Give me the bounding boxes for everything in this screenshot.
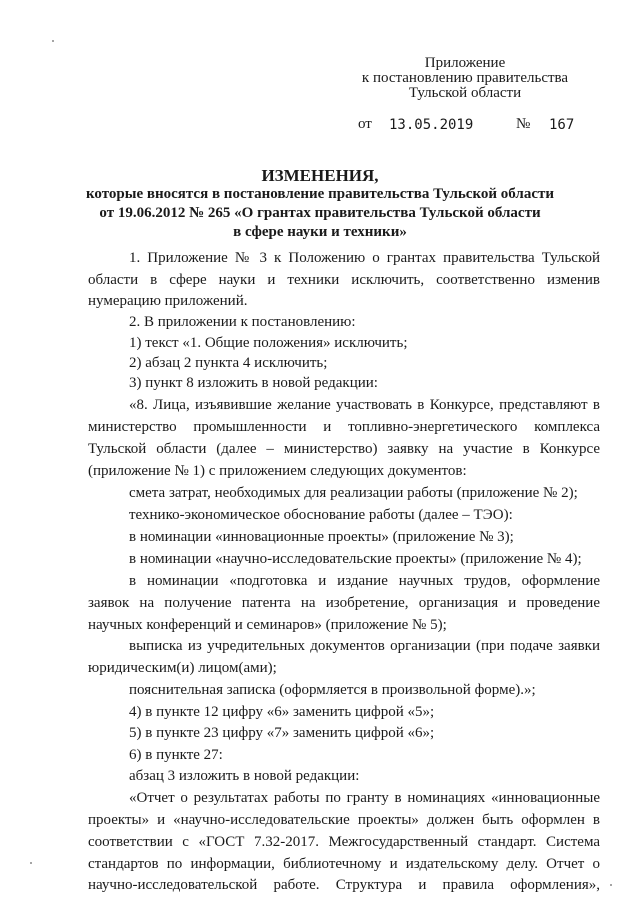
body-line: юридическим(и) лицом(ами); bbox=[88, 660, 277, 676]
body-line: министерство промышленности и топливно-энергетического комплекса bbox=[88, 419, 600, 435]
document-subtitle-line-1: которые вносятся в постановление правительства Тульской области bbox=[85, 186, 555, 202]
scan-speck bbox=[30, 862, 32, 864]
body-line: «Отчет о результатах работы по гранту в номинациях «инновационные bbox=[129, 790, 600, 806]
body-line: пояснительная записка (оформляется в произвольной форме).»; bbox=[129, 682, 536, 698]
body-line: Тульской области (далее – министерство) заявку на участие в Конкурсе bbox=[88, 441, 600, 457]
body-line: проекты» и «научно-исследовательские проекты» должен быть оформлен в bbox=[88, 812, 600, 828]
body-line: (приложение № 1) с приложением следующих документов: bbox=[88, 463, 467, 479]
body-line: 6) в пункте 27: bbox=[129, 747, 223, 763]
resolution-number: 167 bbox=[549, 117, 575, 133]
resolution-date: 13.05.2019 bbox=[389, 117, 474, 133]
document-subtitle-line-2: от 19.06.2012 № 265 «О грантах правительства Тульской области bbox=[99, 205, 541, 221]
body-line: «8. Лица, изъявившие желание участвовать в Конкурсе, представляют в bbox=[129, 397, 600, 413]
body-line: заявок на получение патента на изобретение, организация и проведение bbox=[88, 595, 600, 611]
scan-speck bbox=[52, 40, 54, 42]
body-line: 1) текст «1. Общие положения» исключить; bbox=[129, 335, 408, 351]
body-line: 5) в пункте 23 цифру «7» заменить цифрой «6»; bbox=[129, 725, 435, 741]
body-line: выписка из учредительных документов организации (при подаче заявки bbox=[129, 638, 600, 654]
body-line: научно-исследовательской работе. Структура и правила оформления», bbox=[88, 877, 600, 893]
appendix-label: Приложение bbox=[424, 55, 506, 71]
body-line: абзац 3 изложить в новой редакции: bbox=[129, 768, 360, 784]
body-line: 1. Приложение № 3 к Положению о грантах правительства Тульской bbox=[129, 250, 600, 266]
body-line: 4) в пункте 12 цифру «6» заменить цифрой «5»; bbox=[129, 704, 435, 720]
document-title: ИЗМЕНЕНИЯ, bbox=[261, 166, 379, 185]
body-line: нумерацию приложений. bbox=[88, 293, 248, 309]
body-line: соответствии с «ГОСТ 7.32-2017. Межгосударственный стандарт. Система bbox=[88, 834, 600, 850]
body-line: области в сфере науки и техники исключить, соответственно изменив bbox=[88, 272, 600, 288]
body-line: в номинации «подготовка и издание научных трудов, оформление bbox=[129, 573, 600, 589]
scan-speck bbox=[610, 884, 612, 886]
body-line: 3) пункт 8 изложить в новой редакции: bbox=[129, 375, 378, 391]
body-line: технико-экономическое обоснование работы (далее – ТЭО): bbox=[129, 507, 513, 523]
body-line: 2) абзац 2 пункта 4 исключить; bbox=[129, 355, 328, 371]
body-line: в номинации «инновационные проекты» (приложение № 3); bbox=[129, 529, 514, 545]
document-subtitle-line-3: в сфере науки и техники» bbox=[233, 224, 407, 240]
body-line: смета затрат, необходимых для реализации работы (приложение № 2); bbox=[129, 485, 578, 501]
appendix-region: Тульской области bbox=[408, 85, 522, 101]
body-line: стандартов по информации, библиотечному и издательскому делу. Отчет о bbox=[88, 856, 600, 872]
from-label: от bbox=[358, 116, 372, 132]
body-line: в номинации «научно-исследовательские проекты» (приложение № 4); bbox=[129, 551, 582, 567]
number-label: № bbox=[516, 116, 531, 132]
appendix-header bbox=[330, 56, 600, 101]
body-line: 2. В приложении к постановлению: bbox=[129, 314, 356, 330]
body-line: научных конференций и семинаров» (приложение № 5); bbox=[88, 617, 447, 633]
appendix-to-resolution: к постановлению правительства bbox=[361, 70, 569, 86]
